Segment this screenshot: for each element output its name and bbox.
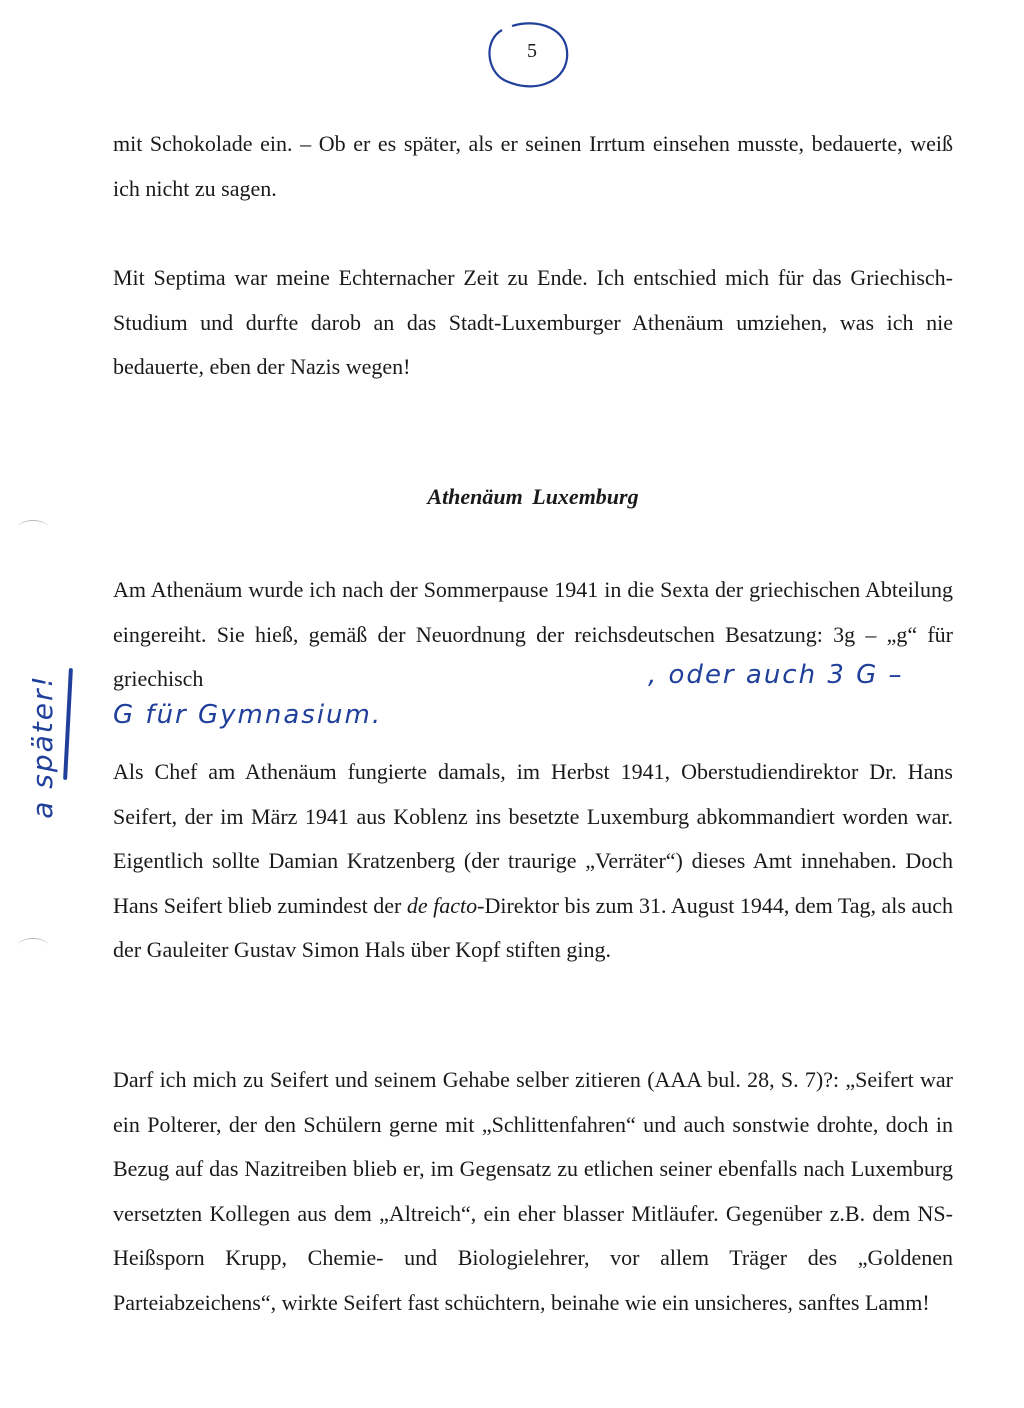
page-number: 5 [527,40,537,62]
handwritten-margin-note: a später! [25,674,59,819]
handwritten-insert-line-1: , oder auch 3 G – [648,660,904,690]
handwritten-insert-line-2: G für Gymnasium. [113,700,383,730]
page-number-stamp [482,18,568,90]
paragraph-2: Mit Septima war meine Echternacher Zeit zu Ende. Ich entschied mich für das Griechisch-Studium und durfte darob an das Stadt-Luxemburger Athenäum umziehen, was ich nie bedauerte, eben der Nazis wegen! [113,265,953,380]
paragraph-4 [113,750,953,973]
scan-artifact-mark [18,938,48,953]
margin-bar-mark [63,668,73,780]
scan-artifact-mark [18,520,48,535]
paragraph-5: Darf ich mich zu Seifert und seinem Gehabe selber zitieren (AAA bul. 28, S. 7)?: „Seifert war ein Polterer, der den Schülern gerne mit „Schlittenfahren“ und auch sonstwie drohte, doch in Bezug auf das Nazitreiben blieb er, im Gegensatz zu etlichen seiner ebenfalls nach Luxemburg versetzten Kollegen aus dem „Altreich“, ein eher blasser Mitläufer. Gegenüber z.B. dem NS-Heißsporn Krupp, Chemie- und Biologielehrer, vor allem Träger des „Goldenen Parteiabzeichens“, wirkte Seifert fast schüchtern, beinahe wie ein unsicheres, sanftes Lamm! [113,1067,953,1315]
paragraph-3-text: Am Athenäum wurde ich nach der Sommerpause 1941 in die Sexta der griechischen Abteilung eingereiht. Sie hieß, gemäß der Neuordnung der reichsdeutschen Besatzung: 3g – „g“ für griechisch [113,577,953,692]
section-heading: Athenäum Luxemburg [427,484,639,509]
paragraph-4-start: Als Chef am Athenäum fungierte damals, im Herbst 1941, Oberstudiendirektor Dr. Hans Seifert, der im März 1941 aus Koblenz ins besetzte Luxemburg abkommandiert worden war. Eigentlich sollte Damian Kratzenberg (der traurige „Verräter“) dieses Amt innehaben. Doch Hans Seifert blieb zumindest der [113,759,953,918]
paragraph-4-italic: de facto [406,892,478,918]
paragraph-4-end: -Direktor bis zum 31. August 1944, dem Tag, als auch der Gauleiter Gustav Simon Hals über Kopf stiften ging. [113,892,954,963]
paragraph-1: mit Schokolade ein. – Ob er es später, als er seinen Irrtum einsehen musste, bedauerte, weiß ich nicht zu sagen. [113,131,953,201]
